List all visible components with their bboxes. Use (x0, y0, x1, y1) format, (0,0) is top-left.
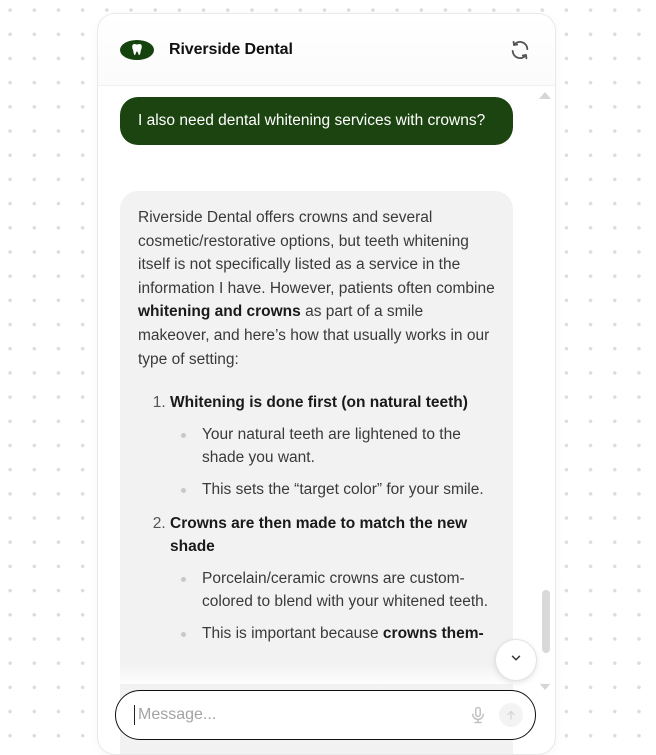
list-item (170, 391, 495, 501)
chat-header (98, 14, 555, 86)
user-message-text: I also need dental whitening services with crowns? (138, 112, 486, 129)
bullet-item: Porcelain/ceramic crowns are custom-colored to blend with your whitened teeth. (202, 567, 495, 614)
text-caret (134, 705, 135, 725)
assistant-intro: Riverside Dental offers crowns and several cosmetic/restorative options, but teeth whitening itself is not specifically listed as a service in the information I have. However, patients often combine whitening and crowns as part of a smile makeover, and here’s how that usually works in our type of setting: (138, 209, 495, 368)
message-list[interactable] (98, 96, 555, 754)
bullet-item: This sets the “target color” for your smile. (202, 478, 495, 502)
step-title: Crowns are then made to match the new shade (170, 514, 468, 556)
chat-title: Riverside Dental (169, 40, 293, 58)
scroll-to-bottom-button[interactable] (495, 639, 537, 681)
steps-list (138, 391, 495, 645)
chat-widget (97, 13, 556, 755)
scrollbar-down-arrow[interactable] (539, 683, 551, 690)
scrollbar-up-arrow[interactable] (539, 92, 551, 99)
microphone-icon[interactable] (467, 704, 489, 726)
tooth-icon (120, 40, 154, 60)
bullet-list (170, 567, 495, 646)
message-composer (115, 690, 536, 740)
scrollbar-thumb[interactable] (542, 590, 550, 653)
send-button[interactable] (499, 703, 523, 727)
refresh-icon[interactable] (507, 37, 533, 63)
composer-fade (98, 664, 555, 684)
bullet-item: Your natural teeth are lightened to the shade you want. (202, 423, 495, 470)
user-message-bubble (120, 97, 513, 145)
bullet-list (170, 423, 495, 502)
bullet-item: This is important because crowns them- (202, 622, 495, 646)
chevron-down-icon (509, 651, 523, 670)
send-arrow-icon (505, 709, 517, 721)
step-title: Whitening is done first (on natural teeth) (170, 394, 468, 412)
list-item (170, 512, 495, 646)
message-input[interactable] (136, 705, 467, 725)
